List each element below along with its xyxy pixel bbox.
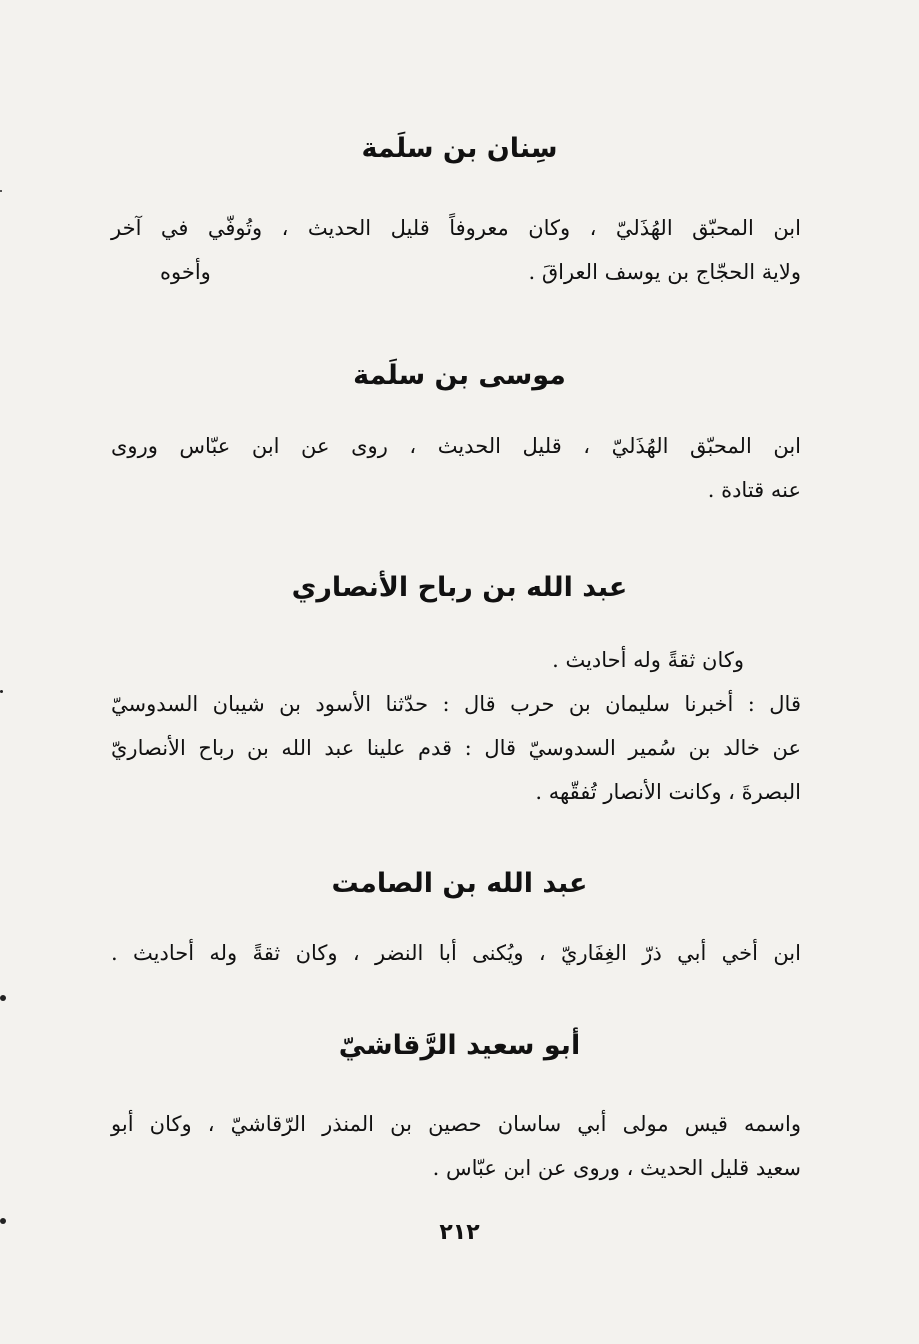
scan-speck	[0, 690, 3, 693]
entry-text-line: سعيد قليل الحديث ، وروى عن ابن عبّاس .	[432, 1156, 801, 1180]
entry-text-line: ابن أخي أبي ذرّ الغِفَاريّ ، ويُكنى أبا النضر ، وكان ثقةً وله أحاديث .	[111, 941, 801, 965]
scan-speck	[0, 995, 6, 1001]
entry-title-abdullah-ibn-al-samit: عبد الله بن الصامت	[331, 868, 588, 899]
page-number: ٢١٢	[439, 1220, 480, 1245]
entry-title-abdullah-ibn-rabah: عبد الله بن رباح الأنصاري	[291, 572, 628, 603]
scan-speck	[0, 190, 2, 192]
entry-text-line: واسمه قيس مولى أبي ساسان حصين بن المنذر الرّقاشيّ ، وكان أبو	[111, 1112, 801, 1136]
entry-text-line: وكان ثقةً وله أحاديث .	[552, 648, 744, 672]
entry-text-line: ولاية الحجّاج بن يوسف العراقَ .	[528, 260, 801, 284]
entry-text-line: عن خالد بن سُمير السدوسيّ قال : قدم علينا عبد الله بن رباح الأنصاريّ	[111, 736, 801, 760]
entry-text-line: قال : أخبرنا سليمان بن حرب قال : حدّثنا الأسود بن شيبان السدوسيّ	[111, 692, 801, 716]
entry-text-aside: وأخوه	[160, 260, 211, 284]
entry-text-line: ابن المحبّق الهُذَليّ ، قليل الحديث ، روى عن ابن عبّاس وروى	[111, 434, 801, 458]
entry-title-musa-ibn-salama: موسى بن سلَمة	[353, 360, 566, 391]
entry-text-line: عنه قتادة .	[707, 478, 801, 502]
scan-speck	[0, 1218, 6, 1224]
entry-title-abu-said-al-raqashi: أبو سعيد الرَّقاشيّ	[338, 1030, 581, 1061]
entry-text-line: البصرةَ ، وكانت الأنصار تُفقّهه .	[535, 780, 801, 804]
entry-title-sinan-ibn-salama: سِنان بن سلَمة	[361, 133, 558, 164]
entry-text-line: ابن المحبّق الهُذَليّ ، وكان معروفاً قليل الحديث ، وتُوفّي في آخر	[111, 216, 801, 240]
